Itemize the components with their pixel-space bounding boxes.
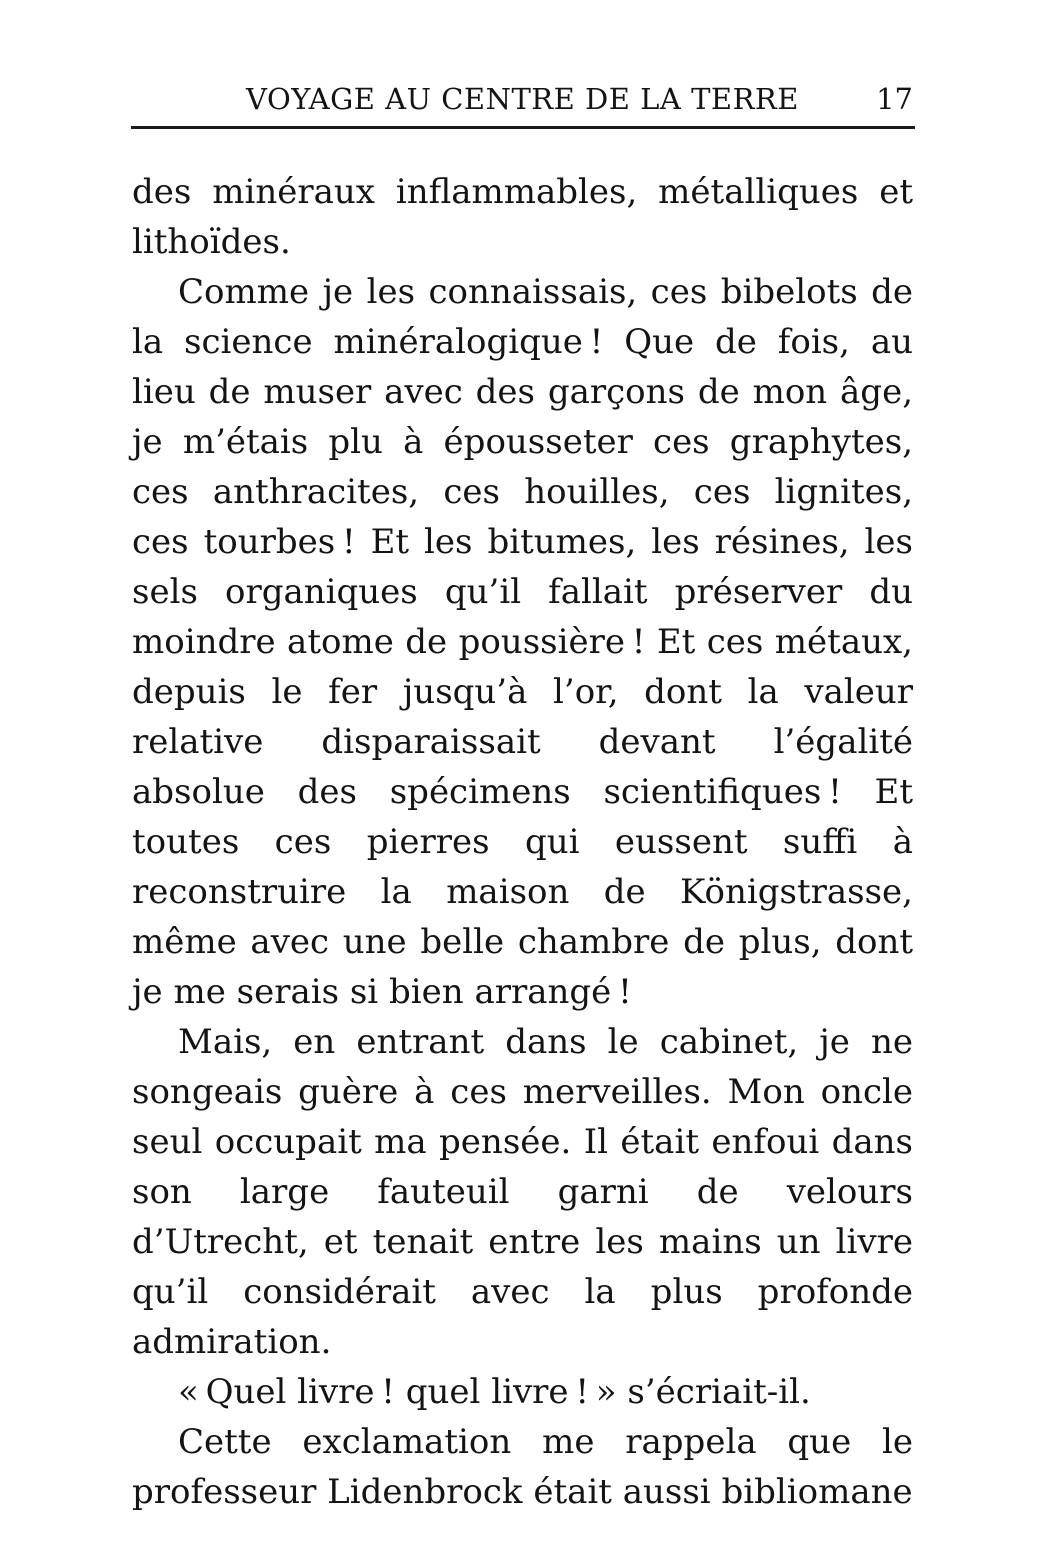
header-rule bbox=[131, 126, 915, 129]
paragraph-4: « Quel livre ! quel livre ! » s’écriait-il. bbox=[178, 1372, 811, 1412]
paragraph-3: Mais, en entrant dans le cabinet, je ne songeais guère à ces merveilles. Mon oncle seul occupait ma pensée. Il était enfoui dans son large fauteuil garni de velours d’Utrecht, et tenait entre les mains un livre qu’il considérait avec la plus profonde admiration. bbox=[132, 1022, 913, 1362]
page-number: 17 bbox=[876, 82, 913, 116]
page-body bbox=[132, 167, 913, 1517]
page-header bbox=[132, 82, 913, 116]
paragraph-1: des minéraux inflammables, métalliques et lithoïdes. bbox=[132, 172, 913, 262]
running-title: VOYAGE AU CENTRE DE LA TERRE bbox=[246, 82, 799, 116]
paragraph-5: Cette exclamation me rappela que le professeur Lidenbrock était aussi bibliomane bbox=[132, 1422, 913, 1512]
paragraph-2: Comme je les connaissais, ces bibelots de la science minéralogique ! Que de fois, au lieu de muser avec des garçons de mon âge, je m’étais plu à épousseter ces graphytes, ces anthracites, ces houilles, ces lignites, ces tourbes ! Et les bitumes, les résines, les sels organiques qu’il fallait préserver du moindre atome de poussière ! Et ces métaux, depuis le fer jusqu’à l’or, dont la valeur relative disparaissait devant l’égalité absolue des spécimens scientifiques ! Et toutes ces pierres qui eussent suffi à reconstruire la maison de Königstrasse, même avec une belle chambre de plus, dont je me serais si bien arrangé ! bbox=[132, 272, 913, 1012]
